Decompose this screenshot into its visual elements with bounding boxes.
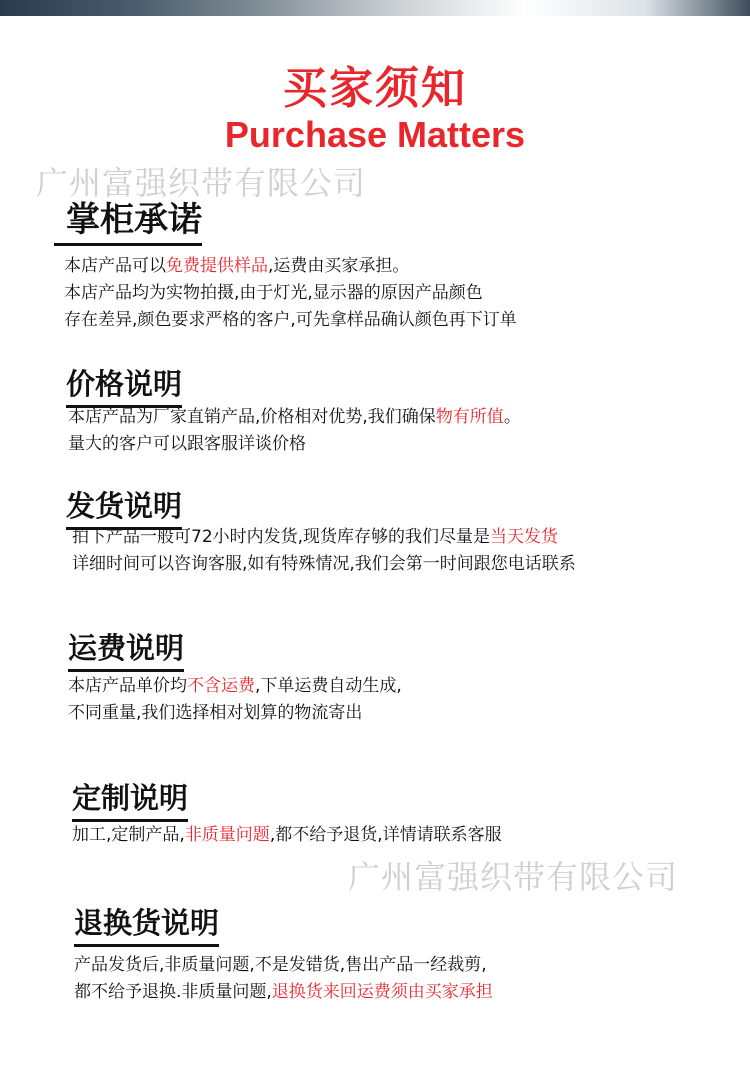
section-body <box>64 253 517 334</box>
body-line: 不同重量,我们选择相对划算的物流寄出 <box>68 703 363 723</box>
section-body <box>68 673 402 727</box>
body-line: 存在差异,颜色要求严格的客户,可先拿样品确认颜色再下订单 <box>64 310 517 330</box>
body-line: 本店产品可以免费提供样品,运费由买家承担。 <box>64 256 410 276</box>
body-line: 拍下产品一般可72小时内发货,现货库存够的我们尽量是当天发货 <box>72 527 559 547</box>
top-banner-strip <box>0 0 750 16</box>
section-body <box>72 822 502 849</box>
body-line: 量大的客户可以跟客服详谈价格 <box>68 434 306 454</box>
section-body <box>68 404 521 458</box>
section-heading: 退换货说明 <box>74 901 219 947</box>
section-heading: 运费说明 <box>68 626 184 672</box>
body-line: 本店产品为厂家直销产品,价格相对优势,我们确保物有所值。 <box>68 407 521 427</box>
section-heading: 定制说明 <box>72 776 188 822</box>
body-line: 详细时间可以咨询客服,如有特殊情况,我们会第一时间跟您电话联系 <box>72 554 576 574</box>
section-heading: 发货说明 <box>66 484 182 530</box>
body-line: 都不给予退换.非质量问题,退换货来回运费须由买家承担 <box>74 982 493 1002</box>
watermark: 广州富强织带有限公司 <box>348 858 679 896</box>
watermark: 广州富强织带有限公司 <box>36 164 367 202</box>
page-subtitle: Purchase Matters <box>224 114 526 155</box>
section-body <box>74 952 493 1006</box>
body-line: 本店产品均为实物拍摄,由于灯光,显示器的原因产品颜色 <box>64 283 483 303</box>
section-heading: 价格说明 <box>66 362 182 408</box>
page-title: 买家须知 <box>283 63 467 114</box>
body-line: 加工,定制产品,非质量问题,都不给予退货,详情请联系客服 <box>72 825 502 845</box>
body-line: 产品发货后,非质量问题,不是发错货,售出产品一经裁剪, <box>74 955 487 975</box>
section-heading: 掌柜承诺 <box>54 192 202 246</box>
body-line: 本店产品单价均不含运费,下单运费自动生成, <box>68 676 402 696</box>
section-body <box>72 524 576 578</box>
